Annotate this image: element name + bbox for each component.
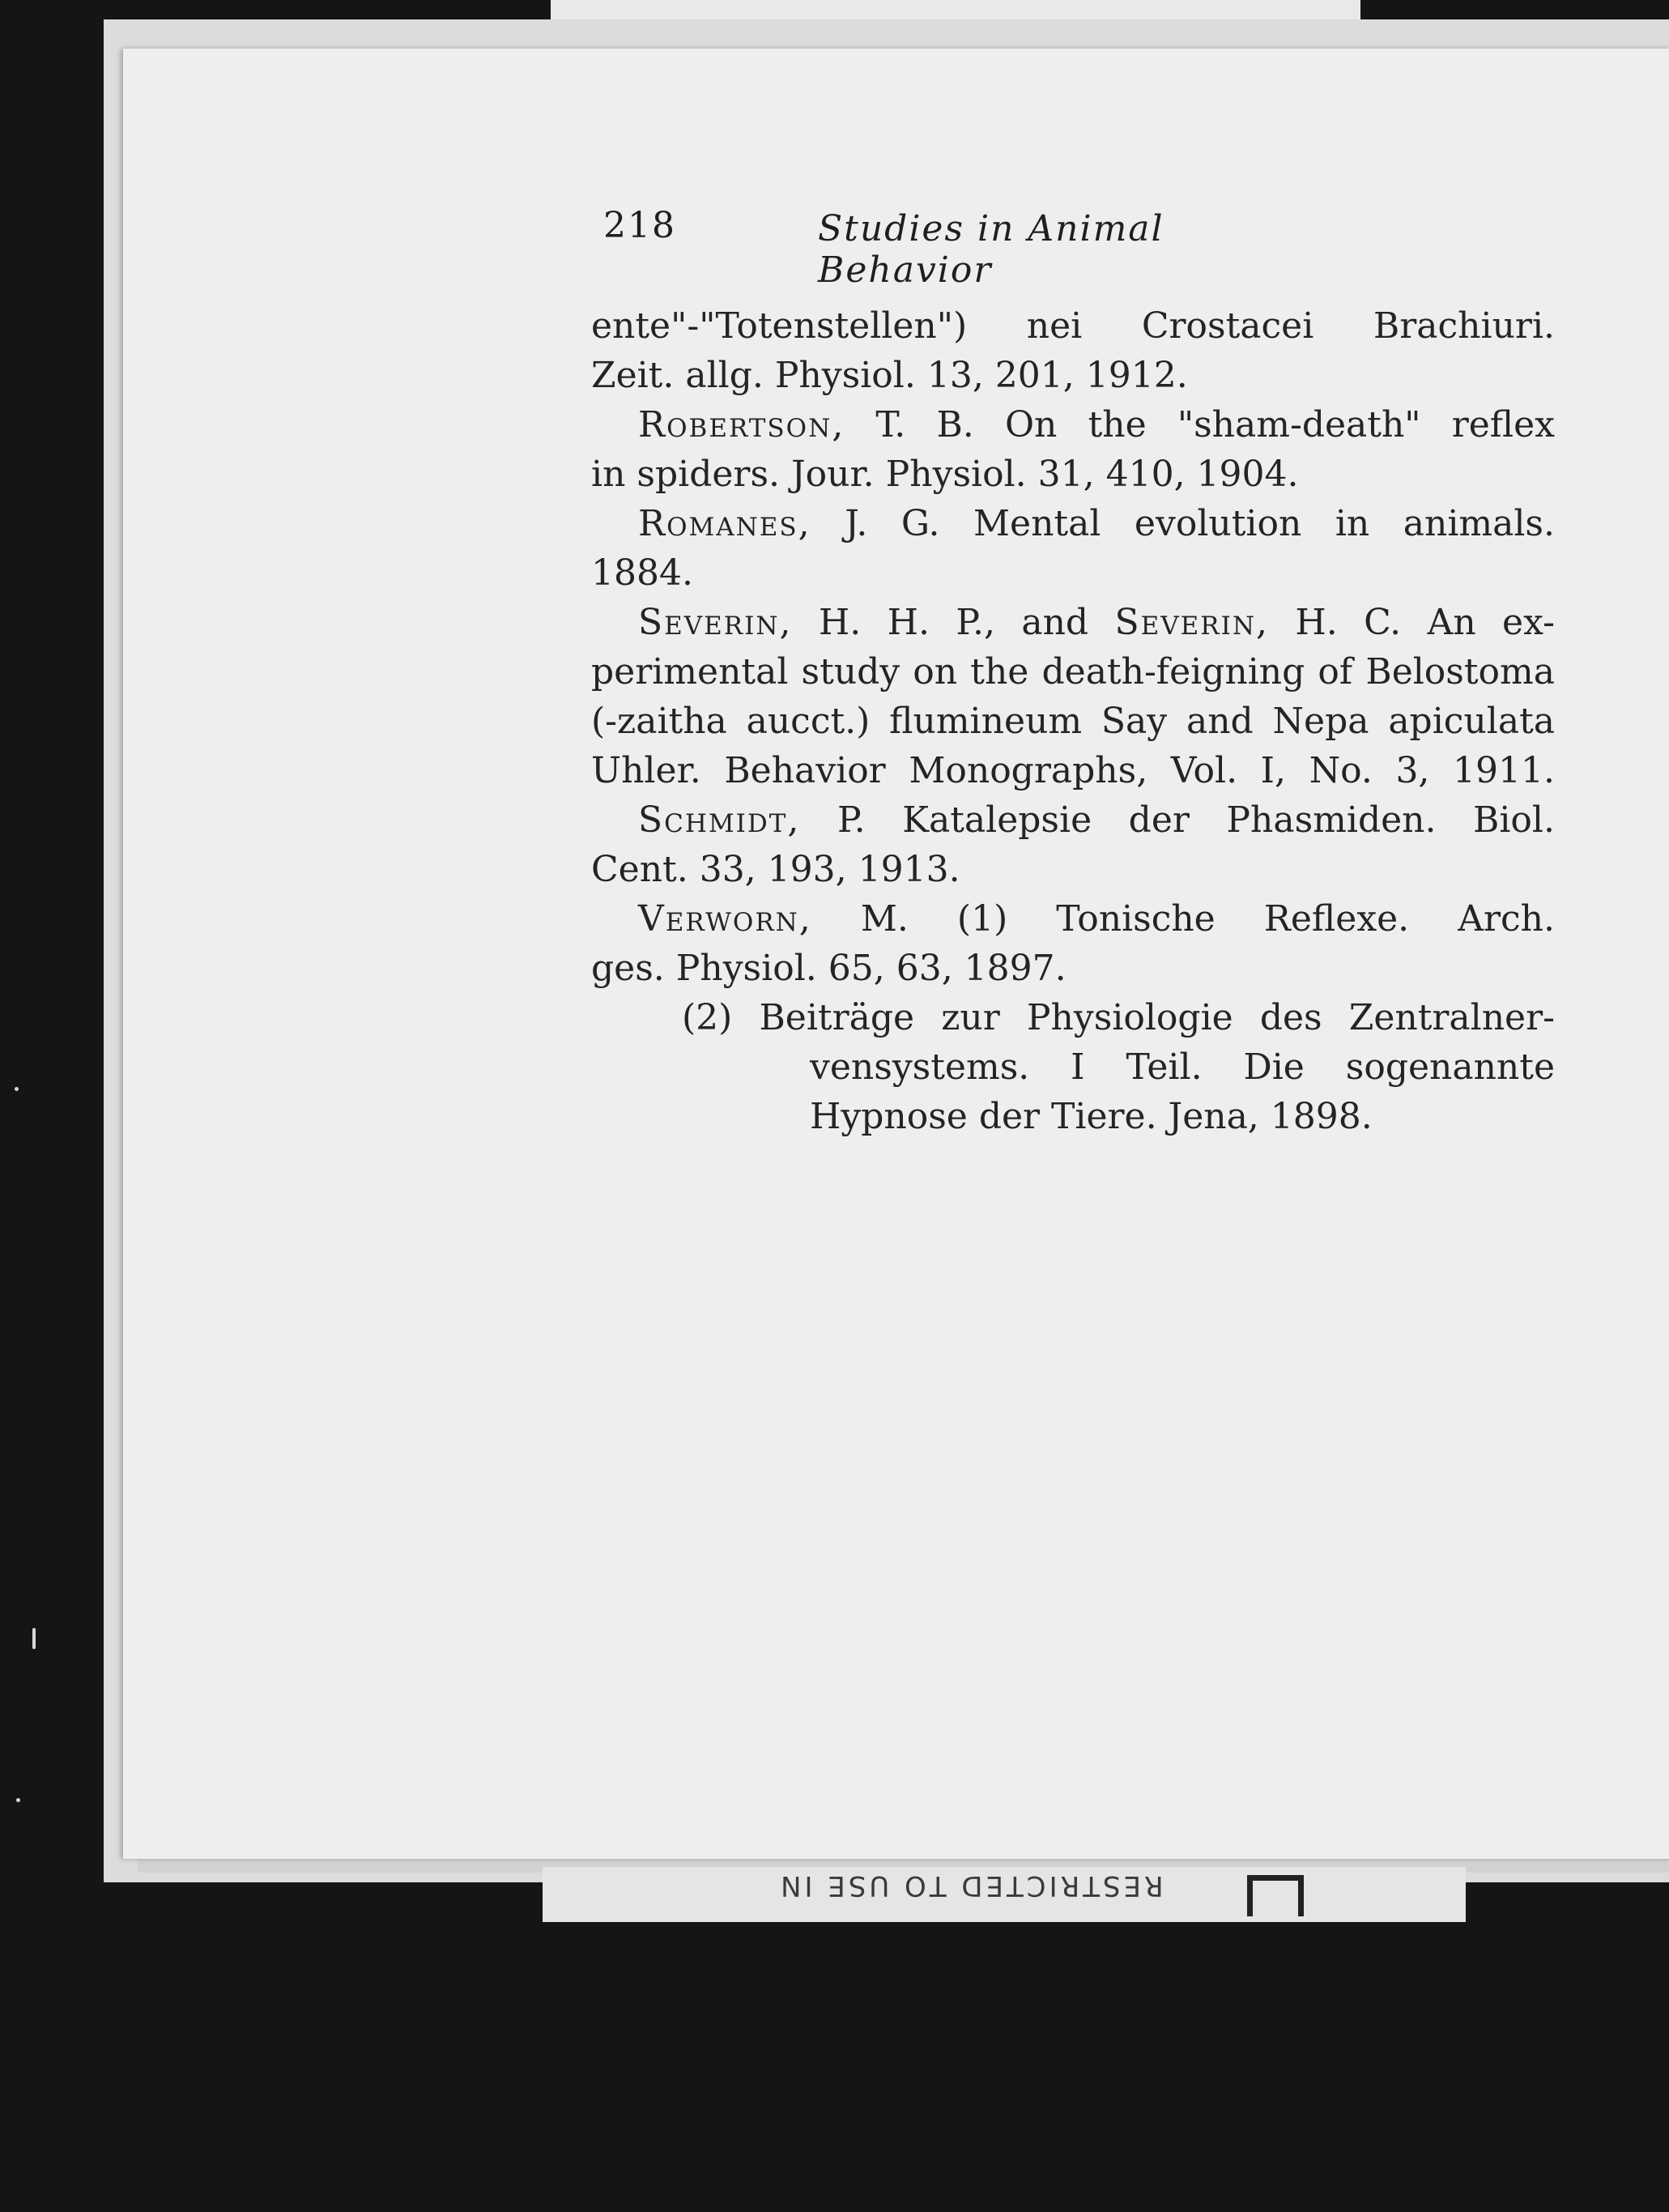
entry-line: vensystems. I Teil. Die sogenannte [810,1046,1555,1088]
entry-line: Uhler. Behavior Monographs, Vol. I, No. 3, 1911. [591,750,1555,791]
entry-text: P. Katalepsie der Phasmiden. Biol. [837,799,1555,841]
author-name: Romanes, [638,503,811,544]
author-name: Severin, [1114,602,1269,643]
entry-line: Cent. 33, 193, 1913. [591,849,960,890]
entry-line: perimental study on the death-feigning of Belostoma [591,651,1555,693]
entry-line [591,499,1555,548]
entry-text: T. B. On the "sham-death" reflex [875,404,1555,445]
page-header [603,198,1348,291]
restricted-stamp: RESTRICTED TO USE IN [777,1869,1164,1902]
film-speck [16,1798,20,1802]
entry-line: Zeit. allg. Physiol. 13, 201, 1912. [591,355,1188,396]
author-name: Verworn, [638,898,812,940]
bibliography-entry [591,400,1555,499]
entry-line [591,795,1555,845]
bibliography-entry [591,301,1555,400]
author-name: Severin, [638,602,793,643]
bibliography [591,301,1555,1141]
entry-text: H. H. P., and [818,602,1089,643]
bibliography-entry [591,795,1555,894]
bibliography-entry [591,894,1555,1141]
entry-line: 1884. [591,552,693,594]
entry-line [591,400,1555,450]
entry-text: H. C. An ex- [1295,602,1555,643]
film-speck [15,1087,19,1091]
stamp-box [1247,1875,1304,1916]
entry-line: in spiders. Jour. Physiol. 31, 410, 1904. [591,454,1299,495]
running-title: Studies in Animal Behavior [818,208,1164,291]
entry-line: (2) Beiträge zur Physiologie des Zentralner- [682,997,1555,1038]
entry-text: M. (1) Tonische Reflexe. Arch. [860,898,1555,940]
entry-text: J. G. Mental evolution in animals. [845,503,1555,544]
entry-line: Hypnose der Tiere. Jena, 1898. [810,1096,1373,1137]
bibliography-entry [591,499,1555,598]
page-number: 218 [603,205,676,246]
author-name: Robertson, [638,404,845,445]
author-name: Schmidt, [638,799,801,841]
entry-line: (-zaitha aucct.) flumineum Say and Nepa apiculata [591,701,1555,742]
entry-line: ges. Physiol. 65, 63, 1897. [591,948,1067,989]
entry-line [591,894,1555,944]
film-speck [32,1628,36,1649]
entry-line [591,598,1555,647]
entry-line: ente"-"Totenstellen") nei Crostacei Brachiuri. [591,305,1555,347]
bibliography-entry [591,598,1555,795]
